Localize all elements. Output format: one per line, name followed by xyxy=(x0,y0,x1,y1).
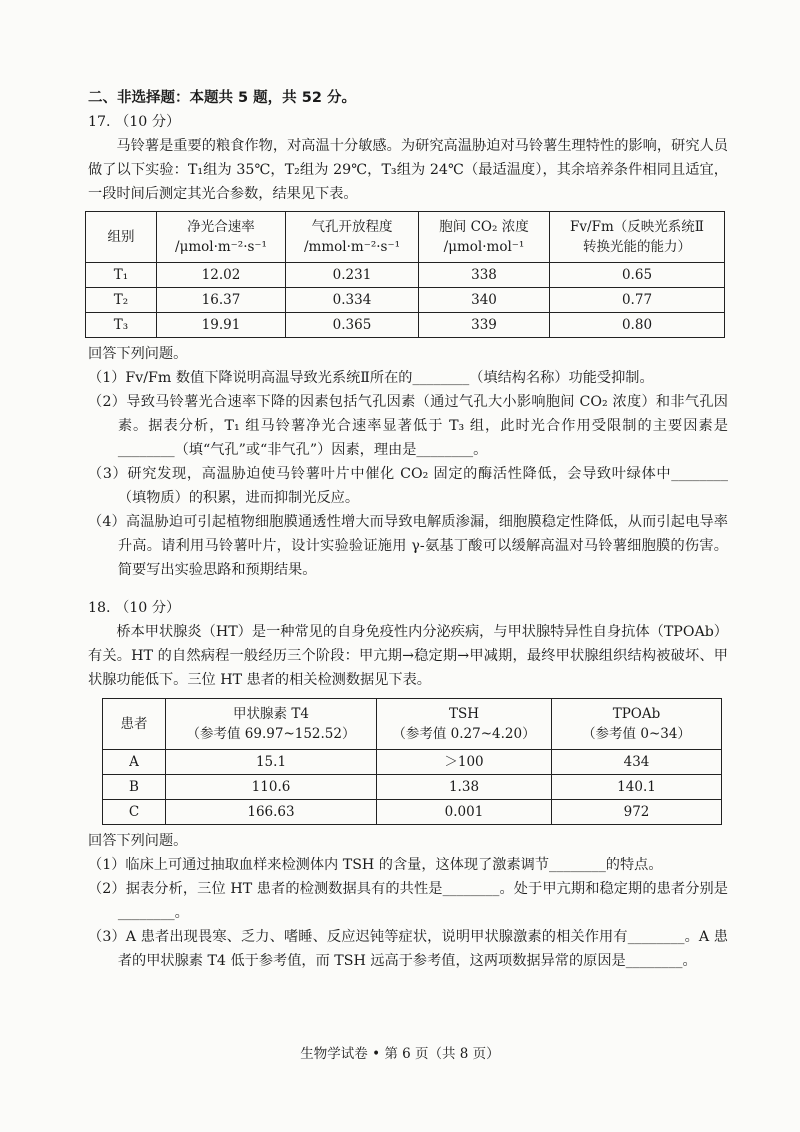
table-cell: 972 xyxy=(552,800,722,825)
table-row xyxy=(103,750,722,775)
table-cell: 15.1 xyxy=(166,750,377,775)
q17-col-fvfm: Fv/Fm（反映光系统Ⅱ 转换光能的能力） xyxy=(550,212,725,263)
table-cell: 16.37 xyxy=(157,288,286,313)
table-cell: 166.63 xyxy=(166,800,377,825)
page-footer: 生物学试卷 • 第 6 页（共 8 页） xyxy=(300,1046,500,1062)
table-cell: B xyxy=(103,775,166,800)
q18-intro: 桥本甲状腺炎（HT）是一种常见的自身免疫性内分泌疾病，与甲状腺特异性自身抗体（TPOAb）有关。HT 的自然病程一般经历三个阶段：甲亢期→稳定期→甲减期，最终甲状腺组织结构被破坏、甲状腺功能低下。三位 HT 患者的相关检测数据见下表。 xyxy=(88,624,728,688)
q17-col-group: 组别 xyxy=(86,212,157,263)
table-cell: 339 xyxy=(419,313,550,338)
table-row xyxy=(103,800,722,825)
q18-table xyxy=(102,698,722,825)
q17-answer-prompt: 回答下列问题。 xyxy=(88,346,188,362)
q17-item-4: （4）高温胁迫可引起植物细胞膜通透性增大而导致电解质渗漏，细胞膜稳定性降低，从而引起电导率升高。请利用马铃薯叶片，设计实验验证施用 γ-氨基丁酸可以缓解高温对马铃薯细胞膜的伤害。简要写出实验思路和预期结果。 xyxy=(88,514,728,578)
table-cell: 0.80 xyxy=(550,313,725,338)
q18-header: 18. （10 分） xyxy=(88,600,181,616)
table-cell: 0.001 xyxy=(377,800,552,825)
table-cell: 1.38 xyxy=(377,775,552,800)
q17-table xyxy=(85,211,725,338)
q18-item-3: （3）A 患者出现畏寒、乏力、嗜睡、反应迟钝等症状，说明甲状腺激素的相关作用有________。A 患者的甲状腺素 T4 低于参考值，而 TSH 远高于参考值，这两项数据异常的原因是________。 xyxy=(88,929,728,969)
table-cell: 12.02 xyxy=(157,263,286,288)
table-row xyxy=(86,313,725,338)
q17-header: 17. （10 分） xyxy=(88,114,181,130)
q18-item-2: （2）据表分析，三位 HT 患者的检测数据具有的共性是________。处于甲亢期和稳定期的患者分别是________。 xyxy=(88,881,728,921)
q18-col-t4: 甲状腺素 T4 （参考值 69.97~152.52） xyxy=(166,699,377,750)
q17-col-net-rate: 净光合速率 /μmol·m⁻²·s⁻¹ xyxy=(157,212,286,263)
section-title: 二、非选择题：本题共 5 题，共 52 分。 xyxy=(88,90,356,106)
q18-item-1: （1）临床上可通过抽取血样来检测体内 TSH 的含量，这体现了激素调节________的特点。 xyxy=(88,857,663,873)
table-row xyxy=(86,263,725,288)
table-cell: 19.91 xyxy=(157,313,286,338)
table-cell: T₃ xyxy=(86,313,157,338)
q17-intro: 马铃薯是重要的粮食作物，对高温十分敏感。为研究高温胁迫对马铃薯生理特性的影响，研究人员做了以下实验：T₁组为 35℃，T₂组为 29℃，T₃组为 24℃（最适温度），其余培养条件相同且适宜，一段时间后测定其光合参数，结果见下表。 xyxy=(88,138,728,202)
table-cell: T₂ xyxy=(86,288,157,313)
exam-page xyxy=(88,86,728,973)
table-cell: 140.1 xyxy=(552,775,722,800)
q18-col-tsh: TSH （参考值 0.27~4.20） xyxy=(377,699,552,750)
table-cell: 340 xyxy=(419,288,550,313)
table-cell: 0.77 xyxy=(550,288,725,313)
table-row xyxy=(103,775,722,800)
q18-table-header-row xyxy=(103,699,722,750)
table-cell: 0.231 xyxy=(286,263,419,288)
table-cell: 0.365 xyxy=(286,313,419,338)
q17-item-2: （2）导致马铃薯光合速率下降的因素包括气孔因素（通过气孔大小影响胞间 CO₂ 浓度）和非气孔因素。据表分析，T₁ 组马铃薯净光合速率显著低于 T₃ 组，此时光合作用受限制的主要因素是________（填“气孔”或“非气孔”）因素，理由是________。 xyxy=(88,394,728,458)
table-cell: C xyxy=(103,800,166,825)
q17-item-3: （3）研究发现，高温胁迫使马铃薯叶片中催化 CO₂ 固定的酶活性降低，会导致叶绿体中________（填物质）的积累，进而抑制光反应。 xyxy=(88,466,728,506)
table-cell: T₁ xyxy=(86,263,157,288)
table-cell: 434 xyxy=(552,750,722,775)
table-cell: 0.334 xyxy=(286,288,419,313)
q17-col-co2: 胞间 CO₂ 浓度 /μmol·mol⁻¹ xyxy=(419,212,550,263)
table-cell: 0.65 xyxy=(550,263,725,288)
q18-col-patient: 患者 xyxy=(103,699,166,750)
table-row xyxy=(86,288,725,313)
q18-answer-prompt: 回答下列问题。 xyxy=(88,833,188,849)
table-cell: 338 xyxy=(419,263,550,288)
table-cell: 110.6 xyxy=(166,775,377,800)
q17-item-1: （1）Fv/Fm 数值下降说明高温导致光系统Ⅱ所在的________（填结构名称）功能受抑制。 xyxy=(88,370,654,386)
q18-col-tpoab: TPOAb （参考值 0~34） xyxy=(552,699,722,750)
table-cell: ＞100 xyxy=(377,750,552,775)
q17-col-stomata: 气孔开放程度 /mmol·m⁻²·s⁻¹ xyxy=(286,212,419,263)
q17-table-header-row xyxy=(86,212,725,263)
spacer xyxy=(88,582,728,596)
table-cell: A xyxy=(103,750,166,775)
